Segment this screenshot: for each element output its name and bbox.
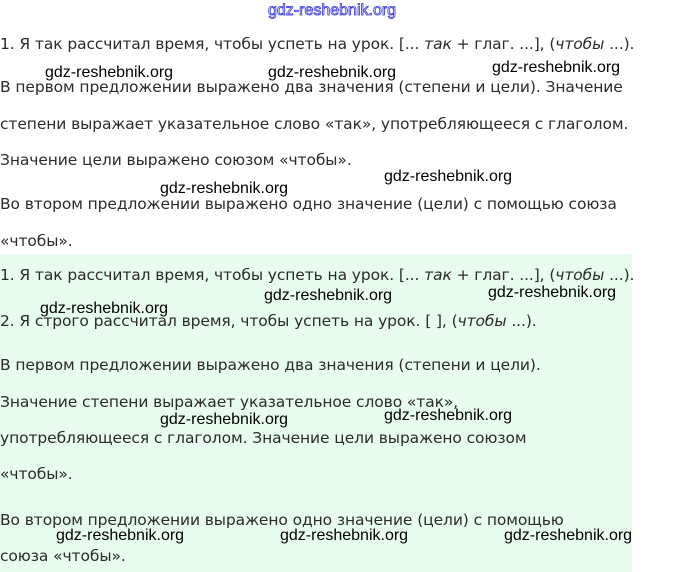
paragraph-line: степени выражает указательное слово «так», употребляющееся с глаголом. bbox=[0, 115, 629, 133]
watermark: gdz-reshebnik.org bbox=[160, 180, 289, 197]
watermark: gdz-reshebnik.org bbox=[264, 287, 393, 304]
scheme-italic: чтобы bbox=[457, 312, 507, 330]
scheme-sentence-1 bbox=[0, 34, 634, 54]
paragraph-line: Во втором предложении выражено одно значение (цели) с помощью союза bbox=[0, 195, 617, 213]
watermark: gdz-reshebnik.org bbox=[384, 407, 513, 424]
scheme-italic: чтобы bbox=[555, 35, 605, 53]
watermark: gdz-reshebnik.org bbox=[488, 284, 617, 301]
scheme-text: 2. Я строго рассчитал время, чтобы успеть на урок. [ ], ( bbox=[0, 312, 458, 330]
watermark: gdz-reshebnik.org bbox=[384, 168, 513, 185]
paragraph-line: употребляющееся с глаголом. Значение цели выражено союзом bbox=[0, 429, 527, 447]
watermark: gdz-reshebnik.org bbox=[40, 300, 169, 317]
scheme-sentence-1 bbox=[0, 265, 634, 285]
scheme-text: + глаг. ...], ( bbox=[451, 266, 556, 284]
watermark: gdz-reshebnik.org bbox=[280, 527, 409, 544]
scheme-text: 1. Я так рассчитал время, чтобы успеть на урок. [... bbox=[0, 35, 425, 53]
paragraph-line: «чтобы». bbox=[0, 465, 73, 483]
watermark: gdz-reshebnik.org bbox=[56, 527, 185, 544]
watermark: gdz-reshebnik.org bbox=[160, 411, 289, 428]
paragraph-line: «чтобы». bbox=[0, 232, 73, 250]
paragraph-line: В первом предложении выражено два значения (степени и цели). Значение bbox=[0, 78, 623, 96]
paragraph-line: союза «чтобы». bbox=[0, 547, 126, 565]
paragraph-line: В первом предложении выражено два значения (степени и цели). bbox=[0, 356, 541, 374]
scheme-text: 1. Я так рассчитал время, чтобы успеть на урок. [... bbox=[0, 266, 425, 284]
watermark: gdz-reshebnik.org bbox=[45, 64, 174, 81]
paragraph-line: Во втором предложении выражено одно значение (цели) с помощью bbox=[0, 511, 564, 529]
scheme-italic: так bbox=[424, 266, 452, 284]
scheme-text: + глаг. ...], ( bbox=[451, 35, 556, 53]
scheme-text: ...). bbox=[604, 35, 635, 53]
scheme-text: ...). bbox=[506, 312, 537, 330]
watermark: gdz-reshebnik.org bbox=[492, 59, 621, 76]
paragraph-line: Значение степени выражает указательное слово «так», bbox=[0, 393, 459, 411]
scheme-text: ...). bbox=[604, 266, 635, 284]
watermark: gdz-reshebnik.org bbox=[268, 64, 397, 81]
watermark: gdz-reshebnik.org bbox=[504, 527, 633, 544]
scheme-italic: чтобы bbox=[555, 266, 605, 284]
scheme-italic: так bbox=[424, 35, 452, 53]
paragraph-line: Значение цели выражено союзом «чтобы». bbox=[0, 151, 352, 169]
watermark-top: gdz-reshebnik.org bbox=[268, 2, 397, 19]
